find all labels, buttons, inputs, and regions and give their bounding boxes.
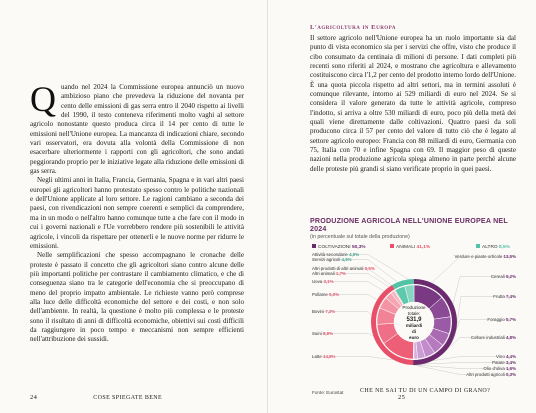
paragraph-3: Nelle semplificazioni che spesso accompagnano le cronache delle proteste è passato il concetto che gli agricoltori siano contro alcune delle più importanti politiche per contrastare il cambiamento climatico, e che di conseguenza siano tra le categorie dell'economia che si preoccupano di meno del proprio impatto ambientale. Le richieste vanno però comprese alla luce delle difficoltà economiche del settore e dei costi, e non solo dell'ambiente. In realtà, la questione è molto più complessa e le proteste sono il risultato di anni di difficoltà economiche, obiettivi sui costi difficili da raggiungere in poco tempo e meccanismi non sempre efficienti nell'attribuzione dei sussidi. [30,251,244,344]
pie-svg [310,240,520,398]
slice-label: Servizi agricoli 4,5% [312,257,352,262]
slice-label: Pollame 5,0% [312,292,340,297]
slice-label: Cereali 9,2% [490,274,516,279]
slice-label: Verdure e piante ortícole 13,5% [454,254,516,259]
drop-cap: Q [30,79,56,119]
running-title-right: CHE NE SAI TU DI UN CAMPO DI GRANO? [360,388,491,394]
page-number-left: 24 [30,394,38,401]
slice-label: Suini 8,8% [312,331,333,336]
legend-swatch [476,244,480,248]
slice-label: Altri prodotti di altri animali 0,5% [312,266,375,271]
slice-label: Olio d'oliva 1,6% [483,366,516,371]
section-label: L'agricoltura in Europa [310,24,396,31]
chart-title: PRODUZIONE AGRICOLA NELL'UNIONE EUROPEA NEL 2024 [310,217,508,233]
slice-label: Latte 14,8% [312,354,336,359]
right-footer [360,388,536,401]
legend-label: ANIMALI 41,1% [396,245,431,250]
chart-source: Fonte: Eurostat [312,390,344,395]
slice-label: Attività secondarie 4,0% [312,252,360,257]
center-label: 531,9 [406,317,422,323]
legend-swatch [390,244,394,248]
slice-label: Vino 4,4% [496,354,516,359]
paragraph-1: Quando nel 2024 la Commissione europea annunciò un nuovo ambizioso piano che prevedeva la riduzione del novanta per cento delle emissioni di gas serra entro il 2040 rispetto ai livelli del 1990, il testo conteneva riferimenti molto vaghi al settore agricolo nonostante questo produca circa il 14 per cento di tutte le emissioni nell'Unione europea. La mancanza di indicazioni chiare, secondo vari osservatori, era dovuta alla volontà della Commissione di non esacerbare ulteriormente i rapporti con gli agricoltori, che sono andati peggiorando proprio per le iniziative legate alla riduzione delle emissioni di gas serra. [30,79,244,176]
slice-label: Uova 3,1% [312,279,334,284]
slice-label: Foraggio 5,7% [487,317,516,322]
chart-subtitle: (in percentuale sul totale della produzione) [310,234,410,240]
legend-label: ALTRO 8,5% [482,245,510,250]
center-label: Produzione [402,305,426,310]
page-number-right: 25 [398,394,406,401]
center-label: miliardi [405,323,423,328]
leader-line [453,277,516,304]
pie-chart [310,217,520,399]
left-footer [30,394,162,401]
legend-label: COLTIVAZIONI 50,3% [318,245,366,250]
right-body [310,24,516,174]
slice-label: Patate 3,4% [492,360,516,365]
slice-label: Bovini 7,2% [312,309,336,314]
slice-label: Frutta 7,4% [493,294,516,299]
paragraph-2: Negli ultimi anni in Italia, Francia, Germania, Spagna e in vari altri paesi europei gli agricoltori hanno protestato spesso contro le politiche nazionali e dell'Unione applicate al loro settore. Le ragioni cambiano a seconda dei paesi, con rivendicazioni non sempre coerenti e semplici da comprendere, ma in un modo o nell'altro hanno comunque tutte a che fare con il modo in cui i governi nazionali e l'Ue vorrebbero rendere più sostenibili le attività agricole, i vincoli da rispettare per ottenerli e le nuove norme per ridurre le emissioni. [30,176,244,250]
legend-swatch [312,244,316,248]
slice-label: Altri animali 1,7% [312,271,346,276]
center-label: euro [409,335,419,340]
center-label: di [411,329,417,334]
slice-label: Altri prodotti agricoli 0,3% [466,372,516,377]
center-label: totale: [407,311,421,316]
left-body [30,79,244,345]
right-paragraph: Il settore agricolo nell'Unione europea ha un ruolo importante sia dal punto di vista economico sia per i servizi che offre, visto che produce il cibo consumato da centinaia di milioni di persone. I dati completi più recenti sono riferiti al 2024, e mostrano che agricoltura e allevamento costituiscono circa l'1,2 per cento del prodotto interno lordo dell'Unione. È una quota piccola rispetto ad altri settori, ma in termini assoluti è comunque rilevante, intorno ai 529 miliardi di euro nel 2024. Se si considera il valore generato da tutte le attività agricole, compreso l'indotto, si arriva a oltre 530 miliardi di euro, poco più della metà dei quali viene direttamente dalle coltivazioni. Quattro paesi da soli producono circa il 57 per cento del valore di tutto ciò che è legato al settore agricolo europeo: Francia con 88 miliardi di euro, Germania con 75, Italia con 70 e infine Spagna con 69. Il maggior peso di queste nazioni nella produzione agricola spiega almeno in parte perché alcune delle proteste più grandi si siano verificate proprio in quei paesi. [310,34,516,173]
running-title-left: COSE SPIEGATE BENE [93,395,163,401]
slice-label: Colture industriali 4,8% [470,335,516,340]
